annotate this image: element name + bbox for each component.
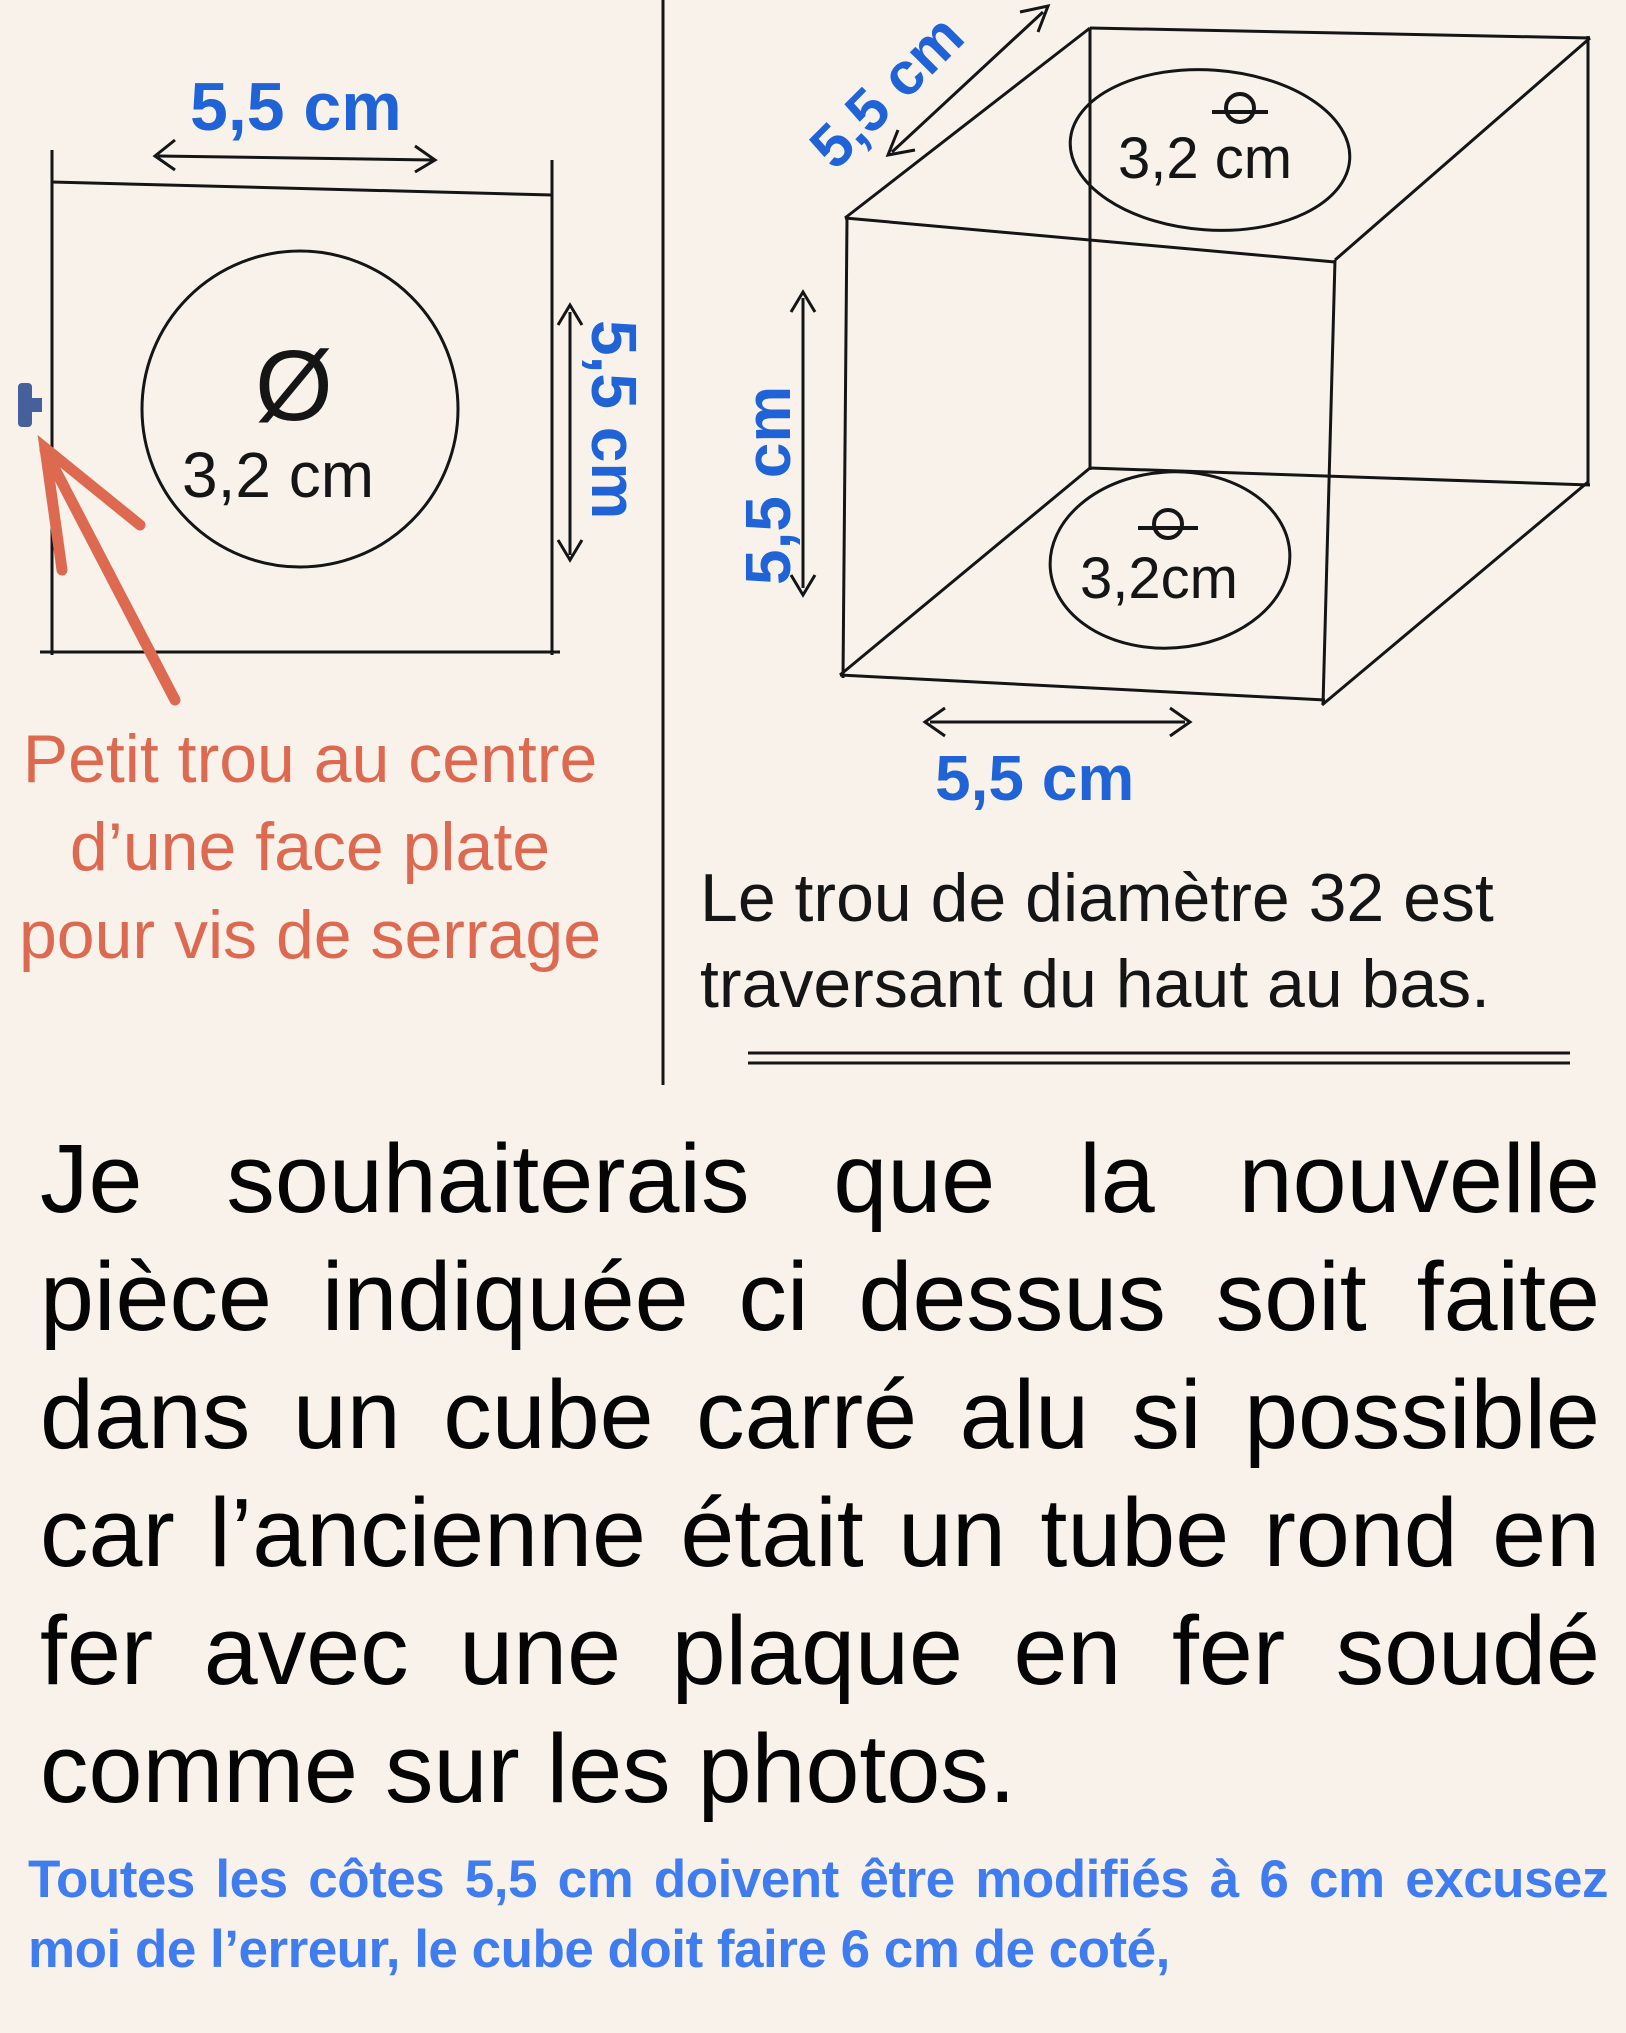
screw-pointer-arrow [45,448,175,700]
through-hole-note: Le trou de diamètre 32 est traversant du haut au bas. [700,860,1494,1022]
correction-note: Toutes les côtes 5,5 cm doivent être modifiés à 6 cm excusez moi de l’erreur, le cube doit faire 6 cm de coté, [28,1850,1608,1979]
cube-width-label: 5,5 cm [935,742,1135,814]
screw-hole-note: Petit trou au centre d’une face plate pour vis de serrage [18,721,602,973]
left-width-label: 5,5 cm [190,69,402,145]
left-hole-label: 3,2 cm [182,439,375,511]
left-height-label: 5,5 cm [578,320,650,520]
cube-width-arrow [925,708,1190,736]
cube-depth-label: 5,5 cm [796,1,977,182]
double-underline [748,1053,1570,1063]
top-hole-diameter-icon [1212,94,1268,122]
request-paragraph: Je souhaiterais que la nouvelle pièce indiquée ci dessus soit faite dans un cube carré alu si possible car l’ancienne était un tube rond en fer avec une plaque en fer soudé comme sur les photos. [40,1124,1600,1823]
screw-nub-icon [18,383,42,427]
diameter-symbol: Ø [255,330,333,442]
cube-bottom-hole-label: 3,2cm [1080,546,1238,611]
cube-height-label: 5,5 cm [732,385,804,585]
cube-top-hole-label: 3,2 cm [1118,126,1293,191]
bottom-hole-diameter-icon [1138,510,1198,538]
